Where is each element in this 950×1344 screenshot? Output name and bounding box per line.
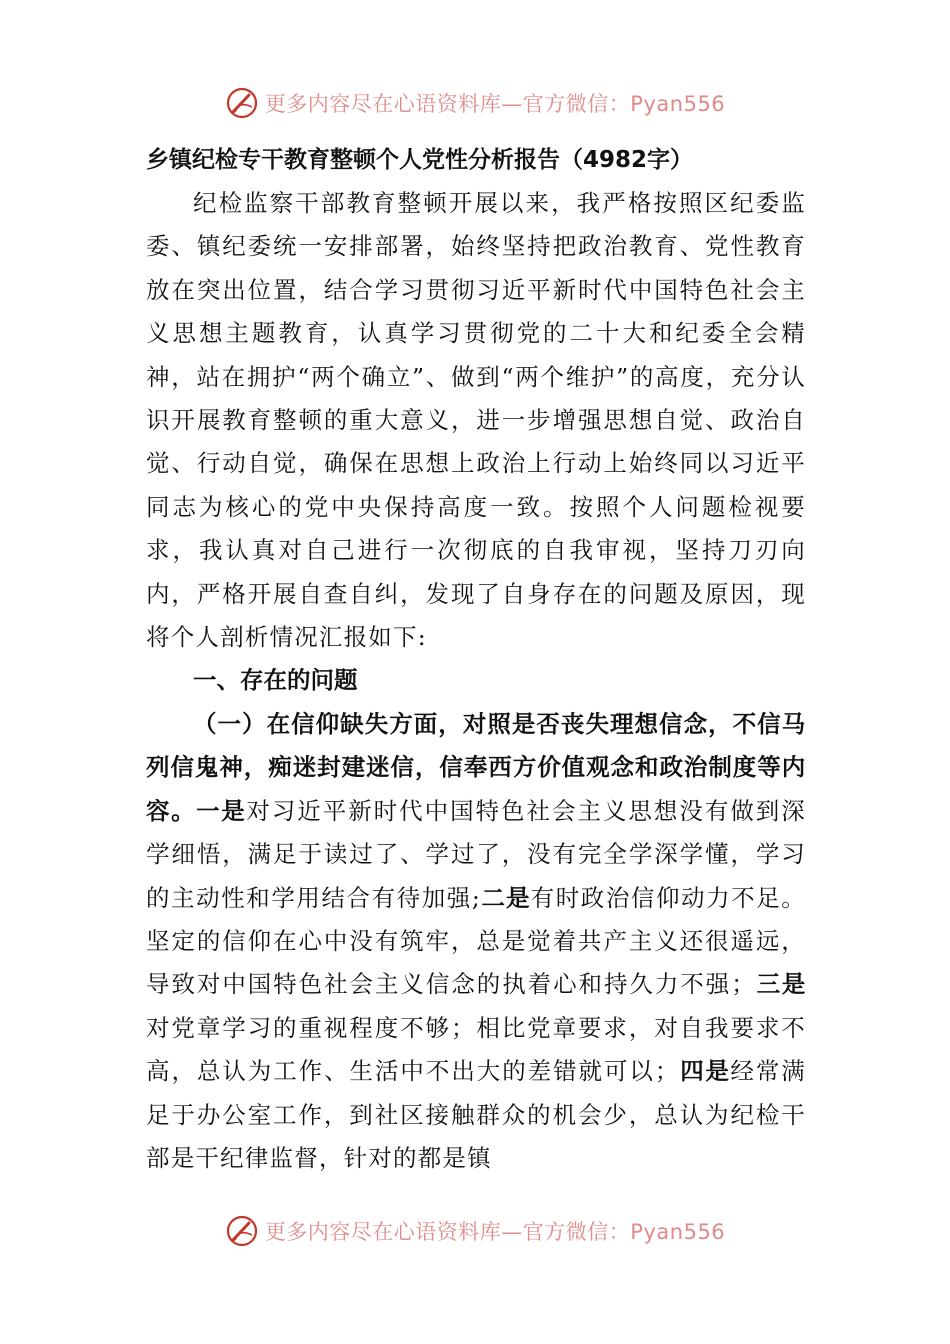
brush-logo-icon	[225, 86, 259, 120]
watermark-text: 更多内容尽在心语资料库—官方微信：Pyan556	[264, 1220, 726, 1244]
subsection-heading: （一）在信仰缺失方面，对照是否丧失理想信念，不信马列信鬼神，痴迷封建迷信，信奉西方价值观念和政治制度等内容。	[146, 709, 806, 825]
point-text-1: 对习近平新时代中国特色社会主义思想没有做到深学细悟，满足于读过了、学过了，没有完全学深学懂，学习的主动性和学用结合有待加强;	[146, 796, 806, 912]
point-text-3: 对党章学习的重视程度不够；相比党章要求，对自我要求不高，总认为工作、生活中不出大的差错就可以；	[146, 1013, 806, 1086]
watermark-footer	[0, 1211, 950, 1251]
watermark-header	[0, 83, 950, 123]
subsection-paragraph	[146, 703, 806, 1180]
point-label-3: 三是	[755, 970, 806, 999]
point-text-4: 经常满足于办公室工作，到社区接触群众的机会少，总认为纪检干部是干纪律监督，针对的都是镇	[146, 1057, 806, 1172]
point-label-1: 一是	[196, 796, 247, 825]
brush-logo-icon	[225, 1214, 259, 1248]
point-label-4: 四是	[679, 1057, 731, 1086]
document-body	[146, 140, 806, 1180]
section-heading: 一、存在的问题	[193, 666, 358, 695]
document-title: 乡镇纪检专干教育整顿个人党性分析报告（4982字）	[146, 147, 694, 173]
intro-paragraph: 纪检监察干部教育整顿开展以来，我严格按照区纪委监委、镇纪委统一安排部署，始终坚持把政治教育、党性教育放在突出位置，结合学习贯彻习近平新时代中国特色社会主义思想主题教育，认真学习贯彻党的二十大和纪委全会精神，站在拥护“两个确立”、做到“两个维护”的高度，充分认识开展教育整顿的重大意义，进一步增强思想自觉、政治自觉、行动自觉，确保在思想上政治上行动上始终同以习近平同志为核心的党中央保持高度一致。按照个人问题检视要求，我认真对自己进行一次彻底的自我审视，坚持刀刃向内，严格开展自查自纠，发现了自身存在的问题及原因，现将个人剖析情况汇报如下:	[146, 189, 806, 652]
point-label-2: 二是	[480, 883, 531, 912]
watermark-text: 更多内容尽在心语资料库—官方微信：Pyan556	[264, 92, 726, 116]
point-text-2: 有时政治信仰动力不足。坚定的信仰在心中没有筑牢，总是觉着共产主义还很遥远，导致对中国特色社会主义信念的执着心和持久力不强；	[146, 883, 806, 999]
